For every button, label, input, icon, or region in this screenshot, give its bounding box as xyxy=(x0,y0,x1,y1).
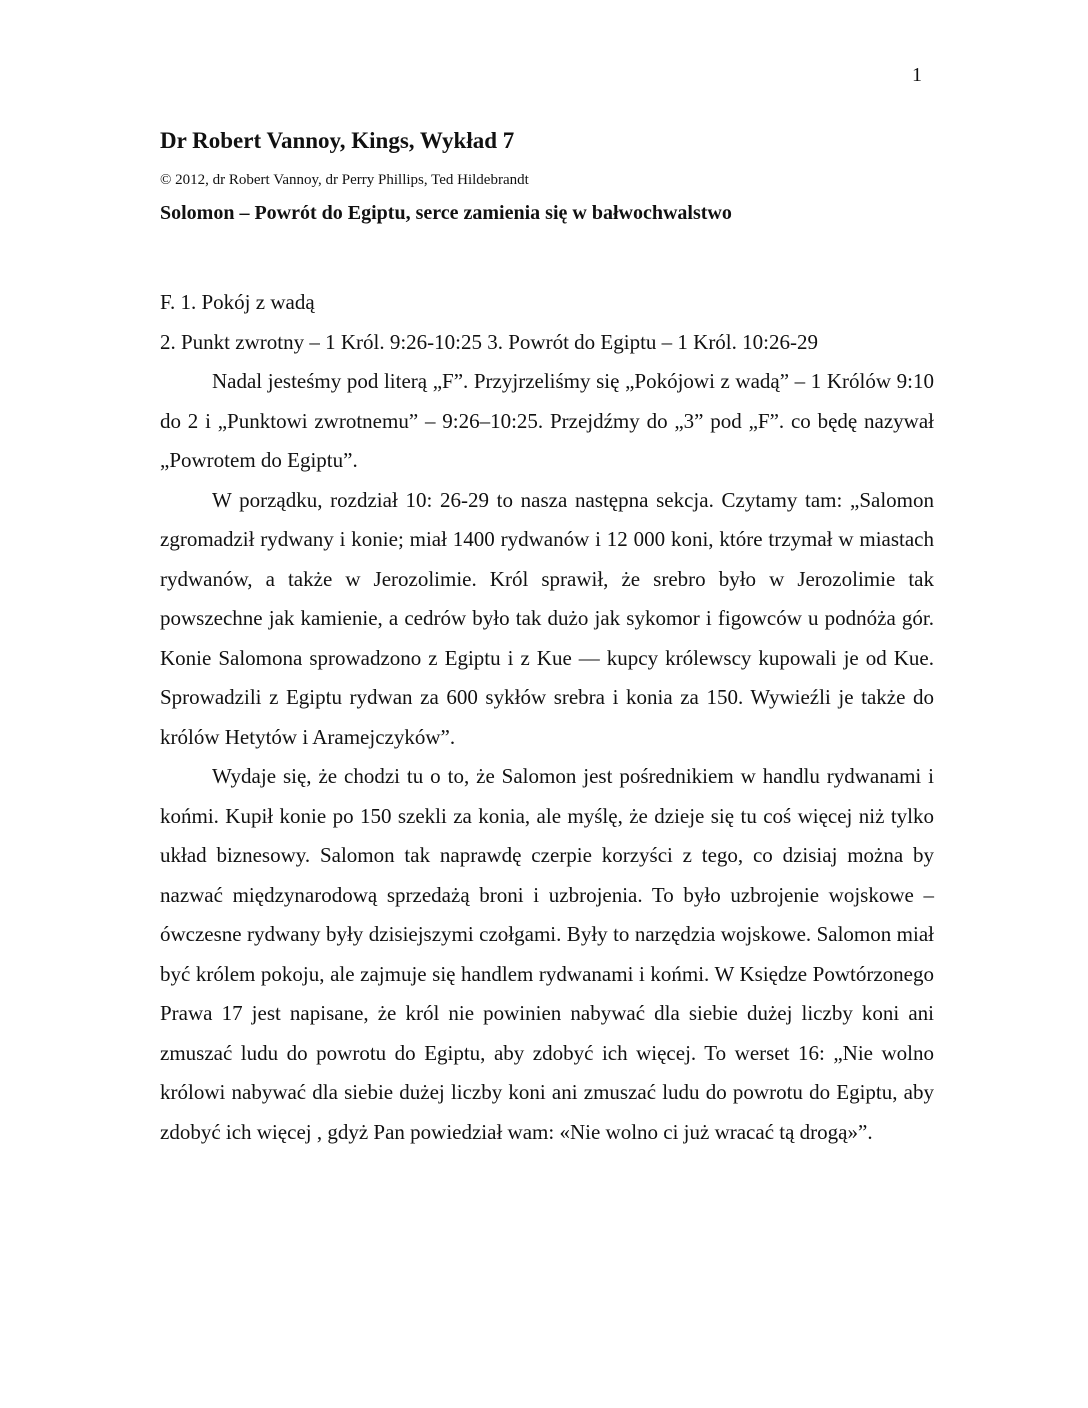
outline xyxy=(160,282,818,362)
paragraph: W porządku, rozdział 10: 26-29 to nasza następna sekcja. Czytamy tam: „Salomon zgromadził rydwany i konie; miał 1400 rydwanów i 12 000 koni, które trzymał w miastach rydwanów, a także w Jerozolimie. Król sprawił, że srebro było w Jerozolimie tak powszechne jak kamienie, a cedrów było tak dużo jak sykomor i figowców u podnóża gór. Konie Salomona sprowadzono z Egiptu i z Kue — kupcy królewscy kupowali je od Kue. Sprowadzili z Egiptu rydwan za 600 sykłów srebra i konia za 150. Wywieźli je także do królów Hetytów i Aramejczyków”. xyxy=(160,487,934,749)
paragraph: Wydaje się, że chodzi tu o to, że Salomon jest pośrednikiem w handlu rydwanami i końmi. Kupił konie po 150 szekli za konia, ale myślę, że dzieje się tu coś więcej niż tylko układ biznesowy. Salomon tak naprawdę czerpie korzyści z tego, co dzisiaj można by nazwać międzynarodową sprzedażą broni i uzbrojenia. To było uzbrojenie wojskowe – ówczesne rydwany były dzisiejszymi czołgami. Były to narzędzia wojskowe. Salomon miał być królem pokoju, ale zajmuje się handlem rydwanami i końmi. W Księdze Powtórzonego Prawa 17 jest napisane, że król nie powinien nabywać dla siebie dużej liczby koni ani zmuszać ludu do powrotu do Egiptu, aby zdobyć ich więcej. To werset 16: „Nie wolno królowi nabywać dla siebie dużej liczby koni ani zmuszać ludu do powrotu do Egiptu, aby zdobyć ich więcej , gdyż Pan powiedział wam: «Nie wolno ci już wracać tą drogą»”. xyxy=(160,764,934,1144)
copyright-line: © 2012, dr Robert Vannoy, dr Perry Phillips, Ted Hildebrandt xyxy=(160,172,529,188)
document-title: Dr Robert Vannoy, Kings, Wykład 7 xyxy=(160,128,515,153)
outline-item: 2. Punkt zwrotny – 1 Król. 9:26-10:25 3. Powrót do Egiptu – 1 Król. 10:26-29 xyxy=(160,330,818,354)
document-subtitle: Solomon – Powrót do Egiptu, serce zamienia się w bałwochwalstwo xyxy=(160,202,732,224)
body-text xyxy=(160,362,934,1152)
outline-item: F. 1. Pokój z wadą xyxy=(160,290,315,314)
paragraph: Nadal jesteśmy pod literą „F”. Przyjrzeliśmy się „Pokójowi z wadą” – 1 Królów 9:10 do 2 i „Punktowi zwrotnemu” – 9:26–10:25. Przejdźmy do „3” pod „F”. co będę nazywał „Powrotem do Egiptu”. xyxy=(160,369,934,472)
page-number: 1 xyxy=(912,64,922,86)
